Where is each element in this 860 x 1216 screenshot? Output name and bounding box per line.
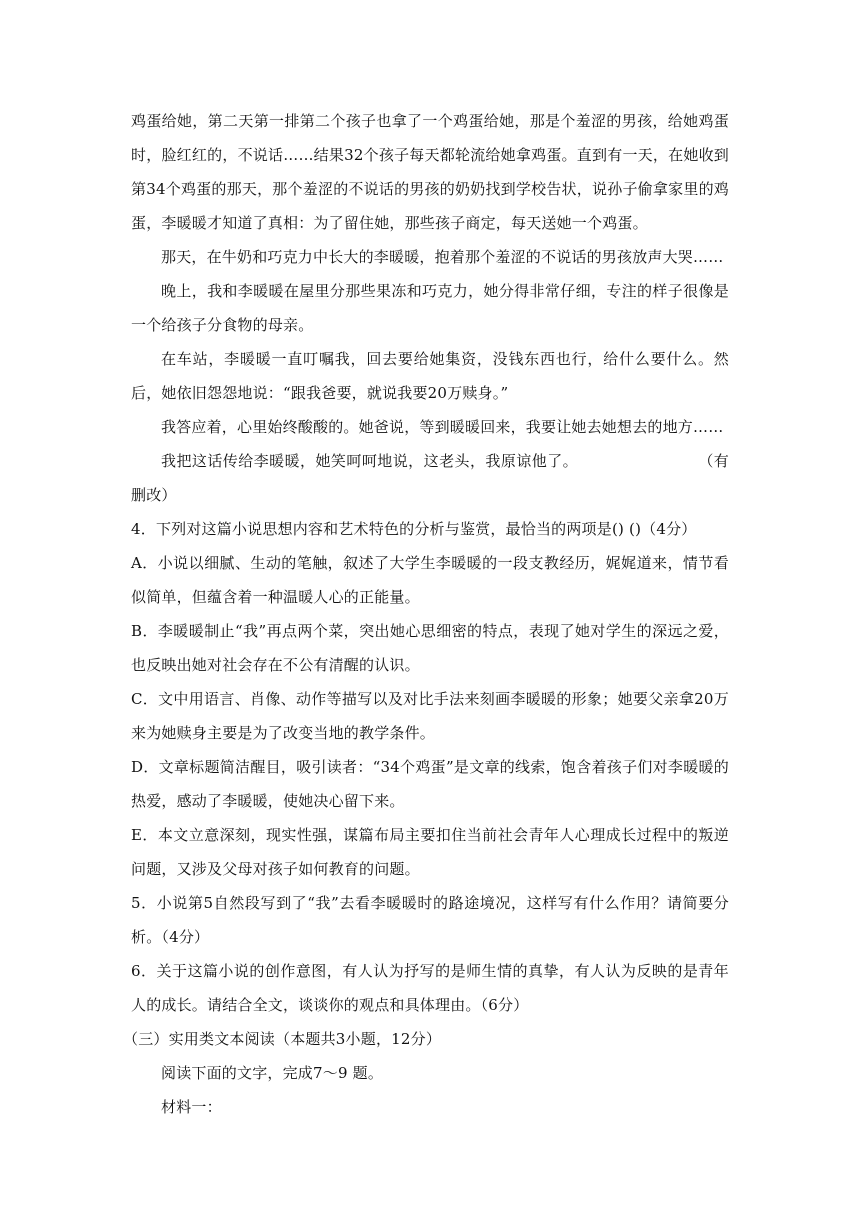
option-d: D．文章标题简洁醒目，吸引读者：“34个鸡蛋”是文章的线索，饱含着孩子们对李暖暖的热爱，感动了李暖暖，使她决心留下来。 (131, 758, 729, 810)
section-heading: （三）实用类文本阅读（本题共3小题，12分） (123, 1030, 442, 1048)
story-paragraph: 我答应着，心里始终酸酸的。她爸说，等到暖暖回来，我要让她去她想去的地方…… (161, 418, 724, 436)
story-paragraph: 那天，在牛奶和巧克力中长大的李暖暖，抱着那个羞涩的不说话的男孩放声大哭…… (161, 248, 724, 266)
question-5: 5．小说第5自然段写到了“我”去看李暖暖时的路途境况，这样写有什么作用？请简要分析。（4分） (131, 894, 729, 946)
story-paragraph-final (131, 444, 729, 512)
story-paragraph: 鸡蛋给她，第二天第一排第二个孩子也拿了一个鸡蛋给她，那是个羞涩的男孩，给她鸡蛋时，脸红红的，不说话……结果32个孩子每天都轮流给她拿鸡蛋。直到有一天，在她收到第34个鸡蛋的那天，那个羞涩的不说话的男孩的奶奶找到学校告状，说孙子偷拿家里的鸡蛋，李暖暖才知道了真相：为了留住她，那些孩子商定，每天送她一个鸡蛋。 (131, 112, 729, 232)
story-paragraph: 晚上，我和李暖暖在屋里分那些果冻和巧克力，她分得非常仔细，专注的样子很像是一个给孩子分食物的母亲。 (131, 282, 729, 334)
option-a: A．小说以细腻、生动的笔触，叙述了大学生李暖暖的一段支教经历，娓娓道来，情节看似简单，但蕴含着一种温暖人心的正能量。 (131, 554, 729, 606)
reading-instruction: 阅读下面的文字，完成7～9 题。 (161, 1064, 384, 1082)
question-6: 6．关于这篇小说的创作意图，有人认为抒写的是师生情的真挚，有人认为反映的是青年人的成长。请结合全文，谈谈你的观点和具体理由。（6分） (131, 962, 729, 1014)
option-c: C．文中用语言、肖像、动作等描写以及对比手法来刻画李暖暖的形象；她要父亲拿20万来为她赎身主要是为了改变当地的教学条件。 (131, 690, 729, 742)
story-paragraph-text: 我把这话传给李暖暖，她笑呵呵地说，这老头，我原谅他了。 (161, 452, 579, 470)
story-paragraph: 在车站，李暖暖一直叮嘱我，回去要给她集资，没钱东西也行，给什么要什么。然后，她依旧怨怨地说：“跟我爸要，就说我要20万赎身。” (131, 350, 729, 402)
option-e: E．本文立意深刻，现实性强，谋篇布局主要扣住当前社会青年人心理成长过程中的叛逆问题，又涉及父母对孩子如何教育的问题。 (131, 826, 729, 878)
option-b: B．李暖暖制止“我”再点两个菜，突出她心思细密的特点，表现了她对学生的深远之爱，也反映出她对社会存在不公有清醒的认识。 (131, 622, 729, 674)
edit-note: （有删改） (131, 452, 730, 504)
material-label: 材料一： (161, 1098, 222, 1116)
question-4: 4．下列对这篇小说思想内容和艺术特色的分析与鉴赏，最恰当的两项是() ()（4分） (131, 520, 697, 538)
document-body (123, 104, 730, 1124)
